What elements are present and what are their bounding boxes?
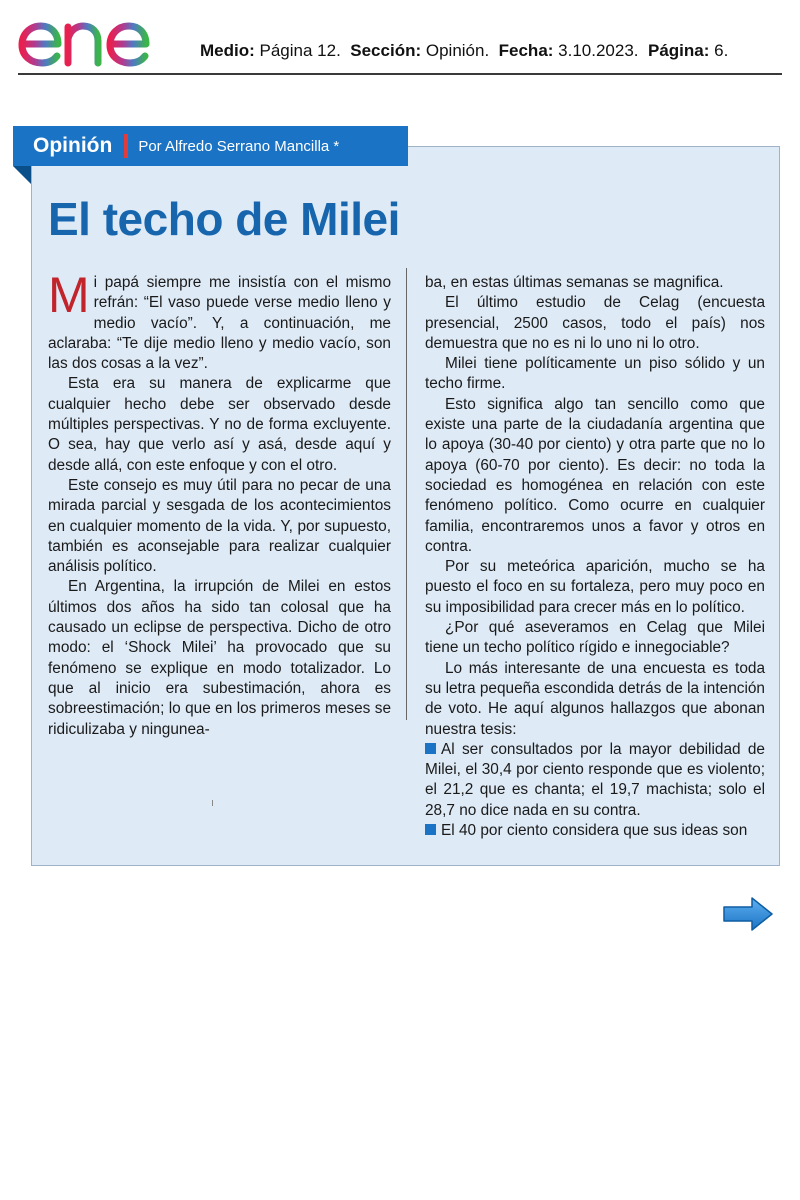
paragraph: Esta era su manera de explicarme que cualquier hecho debe ser observado desde múltiples perspectivas. Y no de forma excluyente. O sea, hay que verlo así y asá, desde aquí y desde allá, con este enfoque y con el otro. [48, 375, 391, 474]
drop-cap: M [48, 267, 90, 323]
section-tab [13, 126, 408, 166]
medio-value: Página 12. [259, 41, 341, 60]
medio-label: Medio: [200, 41, 255, 60]
paragraph: Lo más interesante de una encuesta es toda su letra pequeña escondida detrás de la intención de voto. He aquí algunos hallazgos que abonan nuestra tesis: [425, 659, 765, 738]
paragraph: Este consejo es muy útil para no pecar de una mirada parcial y sesgada de los acontecimientos en cualquier momento de la vida. Y, por supuesto, también es aconsejable para realizar cualquier análisis político. [48, 476, 391, 576]
paragraph: ¿Por qué aseveramos en Celag que Milei tiene un techo político rígido e innegociable? [425, 619, 765, 657]
byline: Por Alfredo Serrano Mancilla * [138, 137, 340, 155]
header-divider [18, 73, 782, 75]
publication-meta [200, 41, 728, 61]
square-bullet-icon [425, 743, 436, 754]
paragraph: Milei tiene políticamente un piso sólido y un techo firme. [425, 355, 765, 393]
section-separator [124, 134, 128, 158]
paragraph-text: i papá siempre me insistía con el mismo refrán: “El vaso puede verse medio lleno y medio vacío”. Y, a continuación, me aclaraba: “Te dije medio lleno y medio vacío, son las dos cosas a la vez”. [48, 274, 391, 373]
print-speck [212, 800, 213, 806]
paragraph [48, 267, 391, 374]
paragraph: Esto significa algo tan sencillo como que existe una parte de la ciudadanía argentina que lo apoya (30-40 por ciento) y otra parte que no lo apoya (60-70 por ciento). Es decir: no toda la sociedad es homogénea en relación con este fenómeno político. Como ocurre en cualquier familia, encontraremos unos a favor y otros en contra. [425, 395, 765, 555]
fecha-label: Fecha: [498, 41, 554, 60]
fecha-value: 3.10.2023. [558, 41, 639, 60]
paragraph: ba, en estas últimas semanas se magnifica. [425, 274, 724, 291]
article-column-right [425, 273, 765, 841]
section-tab-fold [13, 166, 31, 184]
enel-logo [14, 6, 182, 70]
bullet-text: Al ser consultados por la mayor debilidad de Milei, el 30,4 por ciento responde que es violento; el 21,2 que es chanta; el 19,7 machista; solo el 28,7 no dice nada en su contra. [425, 740, 765, 819]
seccion-label: Sección: [350, 41, 422, 60]
right-arrow-icon[interactable] [722, 896, 774, 932]
square-bullet-icon [425, 824, 436, 835]
article-headline: El techo de Milei [48, 193, 400, 245]
paragraph: El último estudio de Celag (encuesta presencial, 2500 casos, todo el país) nos demuestra que no es ni lo uno ni lo otro. [425, 294, 765, 352]
column-divider [406, 268, 407, 720]
paragraph: Por su meteórica aparición, mucho se ha puesto el foco en su fortaleza, pero muy poco en su imposibilidad para crecer más en lo político. [425, 558, 765, 616]
pagina-value: 6. [714, 41, 729, 60]
pagina-label: Página: [647, 41, 710, 60]
seccion-value: Opinión. [425, 41, 490, 60]
paragraph: En Argentina, la irrupción de Milei en estos últimos dos años ha sido tan colosal que ha causado un eclipse de perspectiva. Dicho de otro modo: el ‘Shock Milei’ ha provocado que su fenómeno se explique en modo totalizador. Lo que al inicio era subestimación, ahora es sobreestimación; lo que en los primeros meses se ridiculizaba y ningunea- [48, 578, 391, 738]
section-title: Opinión [33, 134, 113, 157]
bullet-item [425, 821, 765, 841]
bullet-item [425, 740, 765, 821]
bullet-text: El 40 por ciento considera que sus ideas son [441, 822, 748, 840]
article-column-left [48, 267, 391, 740]
